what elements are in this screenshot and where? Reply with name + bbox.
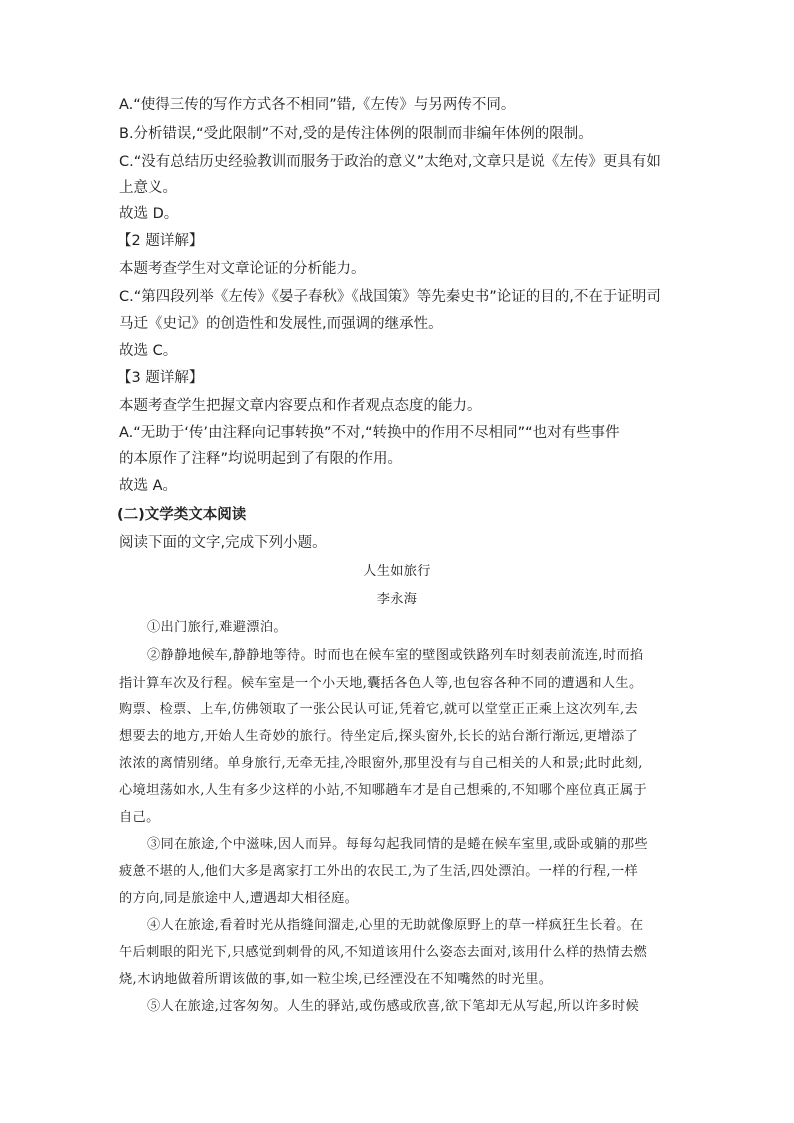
q3-intro: 本题考查学生把握文章内容要点和作者观点态度的能力。 bbox=[119, 398, 482, 414]
q3-option-a-line1: A.“无助于‘传’由注释向记事转换”不对,“转换中的作用不尽相同”“也对有些事件 bbox=[119, 425, 620, 441]
paragraph-1: ①出门旅行,难避漂泊。 bbox=[147, 620, 287, 635]
q1-option-a: A.“使得三传的写作方式各不相同”错,《左传》与另两传不同。 bbox=[119, 97, 516, 113]
q2-heading: 【2 题详解】 bbox=[117, 233, 204, 249]
q3-answer: 故选 A。 bbox=[119, 478, 178, 494]
paragraph-2-line: 自己。 bbox=[119, 810, 160, 825]
paragraph-4-line: ④人在旅途,看着时光从指缝间溜走,心里的无助就像原野上的草一样疯狂生长着。在 bbox=[147, 918, 644, 933]
passage-author: 李永海 bbox=[376, 592, 418, 607]
q3-option-a-line2: 的本原作了注释”均说明起到了有限的作用。 bbox=[119, 451, 403, 467]
paragraph-2-line: 想要去的地方,开始人生奇妙的旅行。待坐定后,探头窗外,长长的站台渐行渐远,更增添了 bbox=[119, 729, 639, 744]
paragraph-4-line: 烧,木讷地做着所谓该做的事,如一粒尘埃,已经湮没在不知嘴然的时光里。 bbox=[119, 972, 553, 987]
q2-option-c-line1: C.“第四段列举《左传》《晏子春秋》《战国策》等先秦史书”论证的目的,不在于证明司 bbox=[119, 289, 661, 305]
paragraph-3-line: ③同在旅途,个中滋味,因人而异。每每勾起我同情的是蜷在候车室里,或卧或躺的那些 bbox=[147, 837, 648, 852]
paragraph-2-line: 指计算车次及行程。候车室是一个小天地,囊括各色人等,也包容各种不同的遭遇和人生。 bbox=[119, 676, 643, 691]
paragraph-2-line: ②静静地候车,静静地等待。时而也在候车室的壁图或铁路列车时刻表前流连,时而掐 bbox=[147, 648, 644, 663]
paragraph-2-line: 购票、检票、上车,仿佛领取了一张公民认可证,凭着它,就可以堂堂正正乘上这次列车,去 bbox=[119, 702, 639, 717]
paragraph-4-line: 午后刺眼的阳光下,只感觉到刺骨的风,不知道该用什么姿态去面对,该用什么样的热情去燃 bbox=[119, 945, 648, 960]
section-instruction: 阅读下面的文字,完成下列小题。 bbox=[119, 535, 327, 551]
q2-intro: 本题考查学生对文章论证的分析能力。 bbox=[119, 261, 366, 277]
q2-answer: 故选 C。 bbox=[119, 343, 178, 359]
q1-option-b: B.分析错误,“受此限制”不对,受的是传注体例的限制而非编年体例的限制。 bbox=[119, 126, 593, 142]
q1-answer: 故选 D。 bbox=[119, 206, 179, 222]
paragraph-5-line: ⑤人在旅途,过客匆匆。人生的驿站,或伤感或欣喜,欲下笔却无从写起,所以许多时候 bbox=[147, 999, 639, 1014]
paragraph-2-line: 浓浓的离情别绪。单身旅行,无牵无挂,冷眼窗外,那里没有与自己相关的人和景;此时此刻, bbox=[119, 756, 643, 771]
q3-heading: 【3 题详解】 bbox=[117, 370, 204, 386]
passage-title: 人生如旅行 bbox=[363, 564, 431, 579]
paragraph-3-line: 疲惫不堪的人,他们大多是离家打工外出的农民工,为了生活,四处漂泊。一样的行程,一样 bbox=[119, 864, 639, 879]
section-title: (二)文学类文本阅读 bbox=[117, 507, 247, 523]
paragraph-2-line: 心境坦荡如水,人生有多少这样的小站,不知哪趟车才是自己想乘的,不知哪个座位真正属于 bbox=[119, 783, 648, 798]
paragraph-3-line: 的方向,同是旅途中人,遭遇却大相径庭。 bbox=[119, 891, 359, 906]
q1-option-c-line2: 上意义。 bbox=[119, 180, 177, 196]
q2-option-c-line2: 马迁《史记》的创造性和发展性,而强调的继承性。 bbox=[119, 316, 443, 332]
q1-option-c-line1: C.“没有总结历史经验教训而服务于政治的意义”太绝对,文章只是说《左传》更具有如 bbox=[119, 154, 661, 170]
